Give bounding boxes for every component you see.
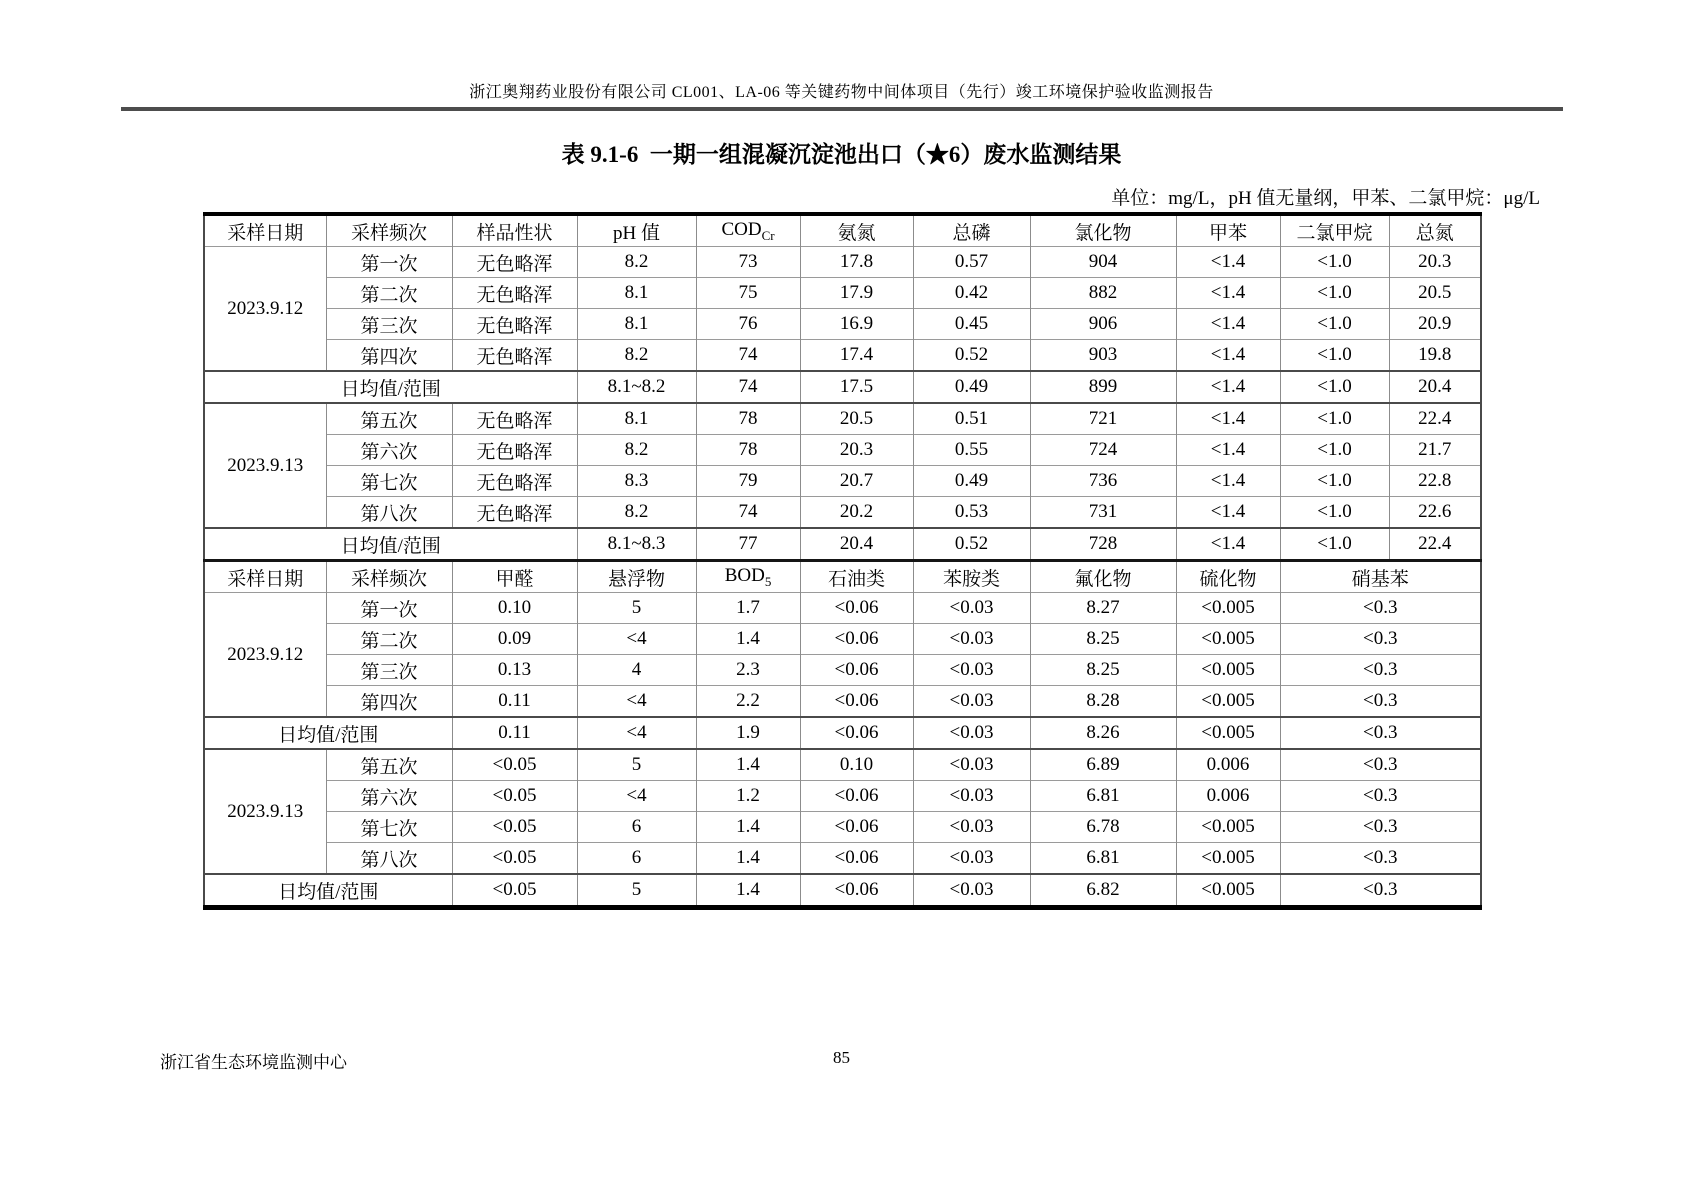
table-cell: <1.0 — [1280, 466, 1389, 497]
table-cell: 日均值/范围 — [204, 528, 577, 561]
table-cell: 2023.9.13 — [204, 749, 326, 874]
table-cell: 第六次 — [326, 435, 452, 466]
table-cell: 6.81 — [1030, 843, 1176, 875]
table-cell: 903 — [1030, 340, 1176, 372]
table-cell: 日均值/范围 — [204, 371, 577, 403]
table-cell: <1.4 — [1176, 278, 1280, 309]
cell-text: BOD — [724, 564, 765, 586]
table-cell: <1.0 — [1280, 371, 1389, 403]
table-cell: <1.4 — [1176, 309, 1280, 340]
table-cell: <1.0 — [1280, 435, 1389, 466]
table-cell: 0.52 — [913, 528, 1030, 561]
table-cell: <4 — [577, 624, 696, 655]
table-cell: 无色略浑 — [452, 497, 577, 529]
table-cell: 20.9 — [1389, 309, 1481, 340]
table-cell: <0.06 — [800, 812, 913, 843]
table-cell: <1.4 — [1176, 403, 1280, 435]
table-cell: 0.42 — [913, 278, 1030, 309]
table-row — [204, 371, 1481, 403]
table-cell: 6.81 — [1030, 781, 1176, 812]
table-cell: 76 — [696, 309, 800, 340]
table-cell: 6 — [577, 843, 696, 875]
page-number: 85 — [833, 1048, 850, 1067]
table-cell: 8.2 — [577, 247, 696, 278]
table-cell: 第七次 — [326, 466, 452, 497]
table-cell: 8.1~8.2 — [577, 371, 696, 403]
table-cell: <4 — [577, 686, 696, 718]
table-cell: <0.3 — [1280, 781, 1481, 812]
table-row — [204, 843, 1481, 875]
table-row — [204, 561, 1481, 593]
table-cell: 8.3 — [577, 466, 696, 497]
table-cell: 22.6 — [1389, 497, 1481, 529]
table-cell: <1.4 — [1176, 528, 1280, 561]
table-cell: <0.03 — [913, 812, 1030, 843]
monitoring-table-body — [204, 214, 1481, 908]
table-cell: <0.3 — [1280, 717, 1481, 749]
table-cell: 0.11 — [452, 686, 577, 718]
table-cell: 1.9 — [696, 717, 800, 749]
table-cell: 0.53 — [913, 497, 1030, 529]
table-cell: 第四次 — [326, 340, 452, 372]
table-cell: 17.9 — [800, 278, 913, 309]
table-cell: 20.3 — [800, 435, 913, 466]
table-cell: 0.09 — [452, 624, 577, 655]
table-cell: 728 — [1030, 528, 1176, 561]
table-cell: 16.9 — [800, 309, 913, 340]
table-header-cell: 氯化物 — [1030, 214, 1176, 247]
table-cell: 8.25 — [1030, 624, 1176, 655]
table-cell: <0.06 — [800, 717, 913, 749]
table-cell: <0.03 — [913, 593, 1030, 624]
table-cell: 6.82 — [1030, 874, 1176, 908]
table-header-cell: 石油类 — [800, 561, 913, 593]
table-header-cell: 总磷 — [913, 214, 1030, 247]
table-row — [204, 781, 1481, 812]
footer-org-name: 浙江省生态环境监测中心 — [160, 1053, 347, 1072]
table-cell: 8.2 — [577, 340, 696, 372]
table-row — [204, 214, 1481, 247]
table-row — [204, 749, 1481, 781]
table-cell: <0.005 — [1176, 624, 1280, 655]
table-header-cell: 采样频次 — [326, 561, 452, 593]
table-cell: 22.8 — [1389, 466, 1481, 497]
table-cell: <0.05 — [452, 843, 577, 875]
table-cell: 8.1 — [577, 403, 696, 435]
table-cell: 6.78 — [1030, 812, 1176, 843]
table-cell: 906 — [1030, 309, 1176, 340]
table-cell: <0.03 — [913, 717, 1030, 749]
header-rule — [121, 107, 1563, 111]
table-cell: <0.03 — [913, 749, 1030, 781]
table-cell: <1.4 — [1176, 497, 1280, 529]
table-cell: <0.3 — [1280, 749, 1481, 781]
table-cell: 无色略浑 — [452, 466, 577, 497]
table-row — [204, 466, 1481, 497]
table-row — [204, 593, 1481, 624]
table-cell: 19.8 — [1389, 340, 1481, 372]
table-cell: 8.1 — [577, 278, 696, 309]
monitoring-table — [203, 212, 1482, 910]
table-cell: <0.3 — [1280, 874, 1481, 908]
table-cell: 第七次 — [326, 812, 452, 843]
table-cell: 8.1 — [577, 309, 696, 340]
table-cell: <0.005 — [1176, 812, 1280, 843]
table-cell: <1.0 — [1280, 247, 1389, 278]
table-cell: 第八次 — [326, 843, 452, 875]
table-row — [204, 528, 1481, 561]
table-cell: 74 — [696, 340, 800, 372]
table-cell: 无色略浑 — [452, 340, 577, 372]
table-cell: 0.52 — [913, 340, 1030, 372]
table-cell: 无色略浑 — [452, 247, 577, 278]
table-header-cell — [696, 214, 800, 247]
table-cell: <0.005 — [1176, 843, 1280, 875]
table-cell: 0.13 — [452, 655, 577, 686]
table-cell: <0.06 — [800, 655, 913, 686]
table-cell: 2.3 — [696, 655, 800, 686]
table-cell: 17.5 — [800, 371, 913, 403]
table-cell: 74 — [696, 497, 800, 529]
table-row — [204, 497, 1481, 529]
cell-text: COD — [721, 218, 762, 240]
table-header-cell: 采样频次 — [326, 214, 452, 247]
table-cell: <1.4 — [1176, 435, 1280, 466]
table-cell: <0.03 — [913, 686, 1030, 718]
table-row — [204, 717, 1481, 749]
table-cell: 22.4 — [1389, 528, 1481, 561]
table-cell: <1.0 — [1280, 340, 1389, 372]
table-cell: 第三次 — [326, 309, 452, 340]
table-cell: <0.3 — [1280, 655, 1481, 686]
table-cell: <4 — [577, 781, 696, 812]
table-cell: 第二次 — [326, 278, 452, 309]
table-cell: 1.4 — [696, 812, 800, 843]
table-cell: 0.10 — [800, 749, 913, 781]
cell-subscript: Cr — [761, 227, 775, 243]
table-cell: 2023.9.12 — [204, 247, 326, 372]
table-cell: 5 — [577, 593, 696, 624]
table-cell: 78 — [696, 403, 800, 435]
table-cell: 2023.9.13 — [204, 403, 326, 528]
table-cell: 0.10 — [452, 593, 577, 624]
table-cell: 1.7 — [696, 593, 800, 624]
table-cell: <0.05 — [452, 812, 577, 843]
table-cell: 8.27 — [1030, 593, 1176, 624]
table-row — [204, 278, 1481, 309]
table-cell: <0.03 — [913, 874, 1030, 908]
table-cell: 73 — [696, 247, 800, 278]
table-cell: 1.4 — [696, 749, 800, 781]
table-cell: <0.005 — [1176, 593, 1280, 624]
table-row — [204, 340, 1481, 372]
table-header-cell: 氨氮 — [800, 214, 913, 247]
unit-note: 单位：mg/L，pH 值无量纲，甲苯、二氯甲烷：μg/L — [1111, 188, 1540, 209]
table-cell: 721 — [1030, 403, 1176, 435]
table-header-cell: 采样日期 — [204, 214, 326, 247]
table-cell: <0.05 — [452, 874, 577, 908]
table-cell: <0.3 — [1280, 593, 1481, 624]
table-cell: 0.55 — [913, 435, 1030, 466]
table-cell: 21.7 — [1389, 435, 1481, 466]
table-cell: 22.4 — [1389, 403, 1481, 435]
table-cell: 17.8 — [800, 247, 913, 278]
table-cell: 第三次 — [326, 655, 452, 686]
table-row — [204, 812, 1481, 843]
table-cell: 0.49 — [913, 371, 1030, 403]
table-row — [204, 309, 1481, 340]
table-header-cell: 硫化物 — [1176, 561, 1280, 593]
table-cell: 2.2 — [696, 686, 800, 718]
table-row — [204, 874, 1481, 908]
table-cell: 8.26 — [1030, 717, 1176, 749]
table-cell: <0.005 — [1176, 717, 1280, 749]
table-cell: 日均值/范围 — [204, 874, 452, 908]
table-cell: <0.3 — [1280, 843, 1481, 875]
table-cell: 第一次 — [326, 593, 452, 624]
table-cell: <0.3 — [1280, 686, 1481, 718]
table-cell: 1.4 — [696, 843, 800, 875]
table-cell: <0.03 — [913, 655, 1030, 686]
table-cell: <0.06 — [800, 686, 913, 718]
table-cell: 20.5 — [1389, 278, 1481, 309]
table-cell: 77 — [696, 528, 800, 561]
table-cell: 20.5 — [800, 403, 913, 435]
table-cell: 第五次 — [326, 749, 452, 781]
table-cell: 0.57 — [913, 247, 1030, 278]
table-cell: 74 — [696, 371, 800, 403]
table-cell: 0.006 — [1176, 749, 1280, 781]
table-cell: 6.89 — [1030, 749, 1176, 781]
table-cell: <1.4 — [1176, 466, 1280, 497]
table-header-cell: 甲苯 — [1176, 214, 1280, 247]
table-cell: 第八次 — [326, 497, 452, 529]
table-header-cell: pH 值 — [577, 214, 696, 247]
table-cell: <0.06 — [800, 624, 913, 655]
table-cell: 0.45 — [913, 309, 1030, 340]
table-cell: <1.0 — [1280, 528, 1389, 561]
table-row — [204, 686, 1481, 718]
table-cell: 8.2 — [577, 497, 696, 529]
table-cell: 1.4 — [696, 874, 800, 908]
table-header-cell: 样品性状 — [452, 214, 577, 247]
table-cell: 79 — [696, 466, 800, 497]
table-cell: 724 — [1030, 435, 1176, 466]
table-cell: 8.2 — [577, 435, 696, 466]
table-header-cell: 氟化物 — [1030, 561, 1176, 593]
table-cell: 8.28 — [1030, 686, 1176, 718]
cell-subscript: 5 — [764, 573, 772, 589]
table-header-cell: 总氮 — [1389, 214, 1481, 247]
table-cell: <1.4 — [1176, 340, 1280, 372]
table-cell: 75 — [696, 278, 800, 309]
table-cell: 882 — [1030, 278, 1176, 309]
table-header-cell: 悬浮物 — [577, 561, 696, 593]
table-cell: 8.1~8.3 — [577, 528, 696, 561]
table-cell: 1.2 — [696, 781, 800, 812]
table-cell: 4 — [577, 655, 696, 686]
table-cell: <4 — [577, 717, 696, 749]
table-title: 表 9.1-6 一期一组混凝沉淀池出口（★6）废水监测结果 — [561, 142, 1122, 167]
table-cell: 5 — [577, 749, 696, 781]
table-cell: <0.05 — [452, 749, 577, 781]
table-cell: 无色略浑 — [452, 403, 577, 435]
table-cell: <1.0 — [1280, 278, 1389, 309]
table-cell: <0.03 — [913, 781, 1030, 812]
table-cell: <0.05 — [452, 781, 577, 812]
table-cell: 20.4 — [800, 528, 913, 561]
table-cell: <1.0 — [1280, 309, 1389, 340]
table-cell: 0.51 — [913, 403, 1030, 435]
table-cell: 无色略浑 — [452, 309, 577, 340]
table-cell: 1.4 — [696, 624, 800, 655]
table-row — [204, 403, 1481, 435]
table-cell: <0.06 — [800, 843, 913, 875]
table-cell: 20.2 — [800, 497, 913, 529]
table-header-cell: 采样日期 — [204, 561, 326, 593]
table-cell: 2023.9.12 — [204, 593, 326, 718]
table-cell: 第四次 — [326, 686, 452, 718]
table-row — [204, 247, 1481, 278]
table-cell: 5 — [577, 874, 696, 908]
table-row — [204, 435, 1481, 466]
table-cell: 20.4 — [1389, 371, 1481, 403]
table-cell: 736 — [1030, 466, 1176, 497]
table-cell: 第六次 — [326, 781, 452, 812]
table-cell: <0.005 — [1176, 655, 1280, 686]
table-cell: <1.0 — [1280, 403, 1389, 435]
table-header-cell: 苯胺类 — [913, 561, 1030, 593]
table-cell: <0.005 — [1176, 686, 1280, 718]
table-cell: 第二次 — [326, 624, 452, 655]
table-cell: <1.4 — [1176, 247, 1280, 278]
table-cell: 0.49 — [913, 466, 1030, 497]
table-header-cell — [696, 561, 800, 593]
table-cell: 78 — [696, 435, 800, 466]
table-header-cell: 二氯甲烷 — [1280, 214, 1389, 247]
table-header-cell: 甲醛 — [452, 561, 577, 593]
table-cell: 0.006 — [1176, 781, 1280, 812]
table-cell: <0.03 — [913, 624, 1030, 655]
table-cell: 17.4 — [800, 340, 913, 372]
table-cell: <0.03 — [913, 843, 1030, 875]
table-cell: 无色略浑 — [452, 278, 577, 309]
running-head: 浙江奥翔药业股份有限公司 CL001、LA-06 等关键药物中间体项目（先行）竣工环境保护验收监测报告 — [469, 84, 1214, 101]
table-cell: 899 — [1030, 371, 1176, 403]
table-cell: <0.06 — [800, 874, 913, 908]
table-cell: <1.0 — [1280, 497, 1389, 529]
table-cell: <0.06 — [800, 593, 913, 624]
table-cell: 20.7 — [800, 466, 913, 497]
table-cell: 第五次 — [326, 403, 452, 435]
table-cell: <1.4 — [1176, 371, 1280, 403]
table-cell: 日均值/范围 — [204, 717, 452, 749]
table-cell: <0.3 — [1280, 812, 1481, 843]
table-cell: 0.11 — [452, 717, 577, 749]
table-row — [204, 655, 1481, 686]
table-cell: 731 — [1030, 497, 1176, 529]
table-cell: 第一次 — [326, 247, 452, 278]
table-cell: 904 — [1030, 247, 1176, 278]
table-cell: 6 — [577, 812, 696, 843]
table-cell: <0.06 — [800, 781, 913, 812]
table-cell: <0.005 — [1176, 874, 1280, 908]
table-cell: <0.3 — [1280, 624, 1481, 655]
table-cell: 无色略浑 — [452, 435, 577, 466]
table-cell: 20.3 — [1389, 247, 1481, 278]
table-cell: 8.25 — [1030, 655, 1176, 686]
table-row — [204, 624, 1481, 655]
table-header-cell: 硝基苯 — [1280, 561, 1481, 593]
